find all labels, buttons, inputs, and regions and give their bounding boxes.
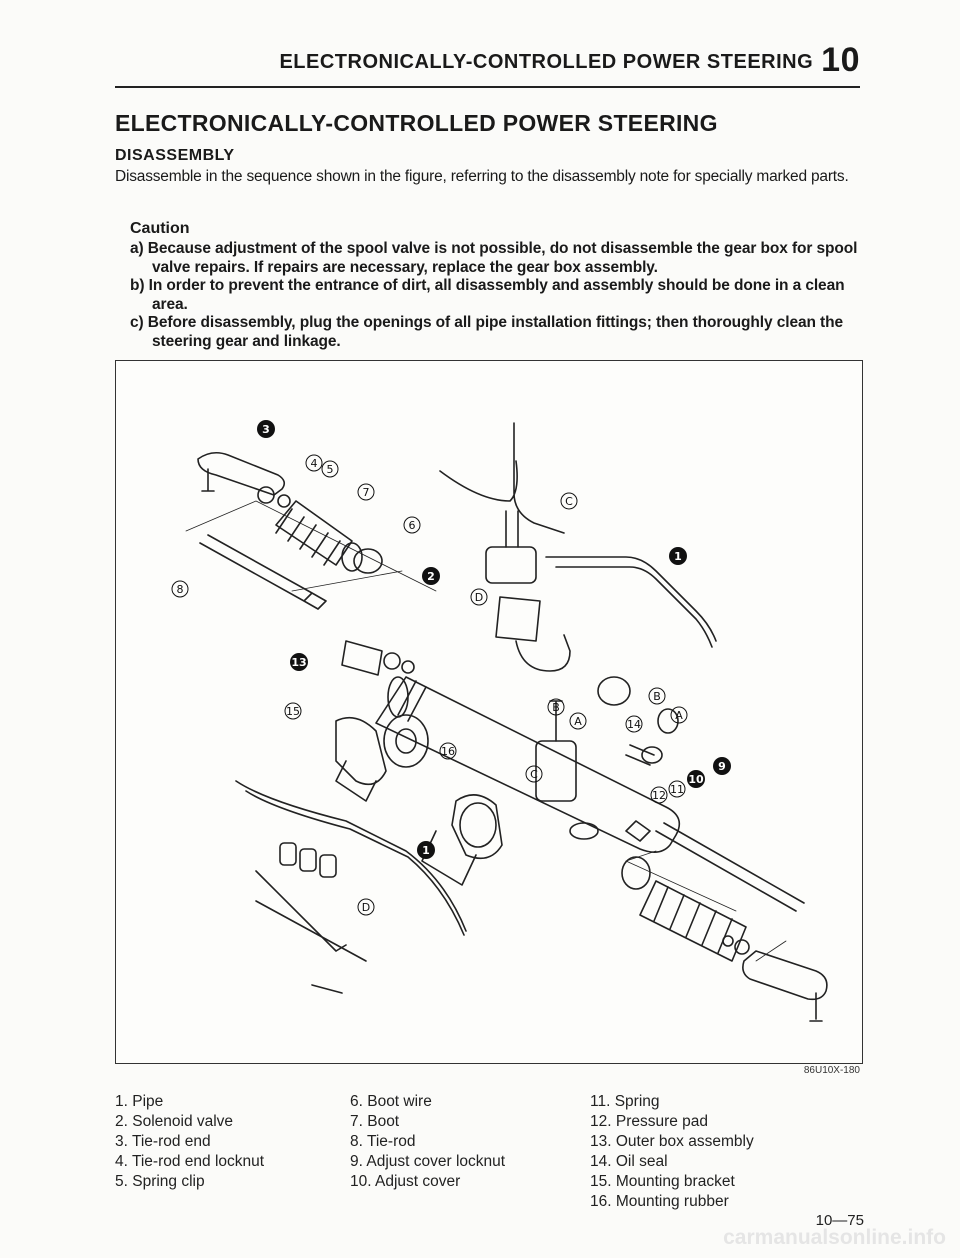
part-item: 5. Spring clip bbox=[115, 1173, 205, 1190]
callout-C-lower bbox=[526, 766, 542, 782]
svg-text:C: C bbox=[565, 495, 573, 508]
intro-paragraph: Disassemble in the sequence shown in the figure, referring to the disassembly note for specially marked parts. bbox=[115, 168, 849, 185]
svg-text:8: 8 bbox=[176, 583, 184, 596]
part-item: 6. Boot wire bbox=[350, 1093, 432, 1110]
callout-1-lower bbox=[417, 841, 435, 859]
callout-7 bbox=[358, 484, 374, 500]
pipe-right bbox=[546, 557, 716, 647]
part-item: 4. Tie-rod end locknut bbox=[115, 1153, 265, 1170]
steering-gear-exploded-diagram bbox=[116, 361, 862, 1063]
caution-title: Caution bbox=[130, 220, 190, 237]
part-item: 11. Spring bbox=[590, 1093, 660, 1110]
part-item: 13. Outer box assembly bbox=[590, 1133, 754, 1150]
page-number: 10—75 bbox=[815, 1212, 864, 1229]
mounting-rubber-lower bbox=[422, 795, 502, 885]
callout-2 bbox=[422, 567, 440, 585]
callout-16 bbox=[440, 743, 456, 759]
caution-item: a) Because adjustment of the spool valve is not possible, do not disassemble the gear box for spool valve repairs. If repairs are necessary, replace the gear box assembly. bbox=[130, 240, 858, 276]
caution-item: b) In order to prevent the entrance of dirt, all disassembly and assembly should be done in a clean area. bbox=[130, 277, 845, 313]
parts-list-column-3 bbox=[590, 1092, 754, 1212]
svg-text:16: 16 bbox=[441, 745, 455, 758]
callout-A-right bbox=[671, 707, 687, 723]
chapter-number: 10 bbox=[821, 41, 860, 79]
part-item: 9. Adjust cover locknut bbox=[350, 1153, 506, 1170]
mounting-bracket-left bbox=[336, 715, 428, 801]
callout-15 bbox=[285, 703, 301, 719]
parts-list-column-2 bbox=[350, 1092, 505, 1192]
parts-list-column-1 bbox=[115, 1092, 264, 1192]
svg-text:6: 6 bbox=[408, 519, 416, 532]
part-item: 3. Tie-rod end bbox=[115, 1133, 211, 1150]
svg-text:7: 7 bbox=[362, 486, 370, 499]
svg-text:11: 11 bbox=[670, 783, 684, 796]
svg-text:10: 10 bbox=[688, 773, 704, 786]
callout-1-upper bbox=[669, 547, 687, 565]
caution-block bbox=[130, 220, 865, 351]
parts-list bbox=[115, 1092, 860, 1212]
solenoid-valve bbox=[486, 547, 536, 583]
caution-list bbox=[130, 240, 865, 351]
svg-text:2: 2 bbox=[427, 570, 435, 583]
outer-box-assembly bbox=[376, 677, 679, 852]
svg-text:4: 4 bbox=[310, 457, 318, 470]
callout-8 bbox=[172, 581, 188, 597]
svg-text:13: 13 bbox=[291, 656, 307, 669]
svg-text:A: A bbox=[675, 709, 683, 722]
part-item: 7. Boot bbox=[350, 1113, 400, 1130]
part-item: 16. Mounting rubber bbox=[590, 1193, 729, 1210]
boot-upper bbox=[276, 501, 362, 571]
callout-3 bbox=[257, 420, 275, 438]
callout-B-left bbox=[548, 699, 564, 715]
tie-rod-lower bbox=[656, 823, 804, 911]
callout-5 bbox=[322, 461, 338, 477]
part-item: 1. Pipe bbox=[115, 1093, 164, 1110]
callout-6 bbox=[404, 517, 420, 533]
part-item: 2. Solenoid valve bbox=[115, 1113, 234, 1130]
callout-D-upper bbox=[471, 589, 487, 605]
svg-text:C: C bbox=[530, 768, 538, 781]
watermark: carmanualsonline.info bbox=[723, 1226, 946, 1249]
svg-text:15: 15 bbox=[286, 705, 300, 718]
figure-code: 86U10X-180 bbox=[803, 1065, 860, 1076]
svg-text:14: 14 bbox=[627, 718, 641, 731]
svg-text:5: 5 bbox=[326, 463, 334, 476]
section-title: ELECTRONICALLY-CONTROLLED POWER STEERING bbox=[115, 110, 718, 136]
callout-12 bbox=[651, 787, 667, 803]
svg-text:3: 3 bbox=[262, 423, 270, 436]
svg-text:B: B bbox=[653, 690, 661, 703]
part-item: 12. Pressure pad bbox=[590, 1113, 709, 1130]
svg-text:D: D bbox=[361, 901, 371, 914]
tie-rod-end-lower bbox=[743, 951, 827, 999]
callout-9 bbox=[713, 757, 731, 775]
small-boot bbox=[342, 641, 414, 675]
boot-wire-upper bbox=[354, 549, 382, 573]
part-item: 8. Tie-rod bbox=[350, 1133, 416, 1150]
callout-10 bbox=[687, 770, 705, 788]
part-item: 10. Adjust cover bbox=[350, 1173, 461, 1190]
mounting-bracket-center bbox=[496, 597, 570, 671]
svg-text:1: 1 bbox=[674, 550, 682, 563]
pipe-lower bbox=[236, 781, 466, 935]
svg-text:1: 1 bbox=[422, 844, 430, 857]
svg-text:A: A bbox=[574, 715, 582, 728]
callout-C-upper bbox=[561, 493, 577, 509]
clamp-lower bbox=[280, 843, 336, 877]
svg-text:D: D bbox=[474, 591, 484, 604]
running-header-title: ELECTRONICALLY-CONTROLLED POWER STEERING bbox=[279, 51, 814, 73]
callout-4 bbox=[306, 455, 322, 471]
running-header bbox=[115, 41, 860, 88]
callout-A-left bbox=[570, 713, 586, 729]
callout-14 bbox=[626, 716, 642, 732]
svg-text:B: B bbox=[552, 701, 560, 714]
callout-B-right bbox=[649, 688, 665, 704]
exploded-view-figure bbox=[115, 360, 863, 1064]
part-item: 15. Mounting bracket bbox=[590, 1173, 735, 1190]
callout-D-lower bbox=[358, 899, 374, 915]
callout-13 bbox=[290, 653, 308, 671]
subsection-title: DISASSEMBLY bbox=[115, 147, 235, 164]
part-item: 14. Oil seal bbox=[590, 1153, 668, 1170]
callout-11 bbox=[669, 781, 685, 797]
pipe-upper bbox=[440, 423, 564, 533]
svg-text:9: 9 bbox=[718, 760, 726, 773]
svg-text:12: 12 bbox=[652, 789, 666, 802]
caution-item: c) Before disassembly, plug the openings of all pipe installation fittings; then thoroughly clean the steering gear and linkage. bbox=[130, 314, 844, 350]
